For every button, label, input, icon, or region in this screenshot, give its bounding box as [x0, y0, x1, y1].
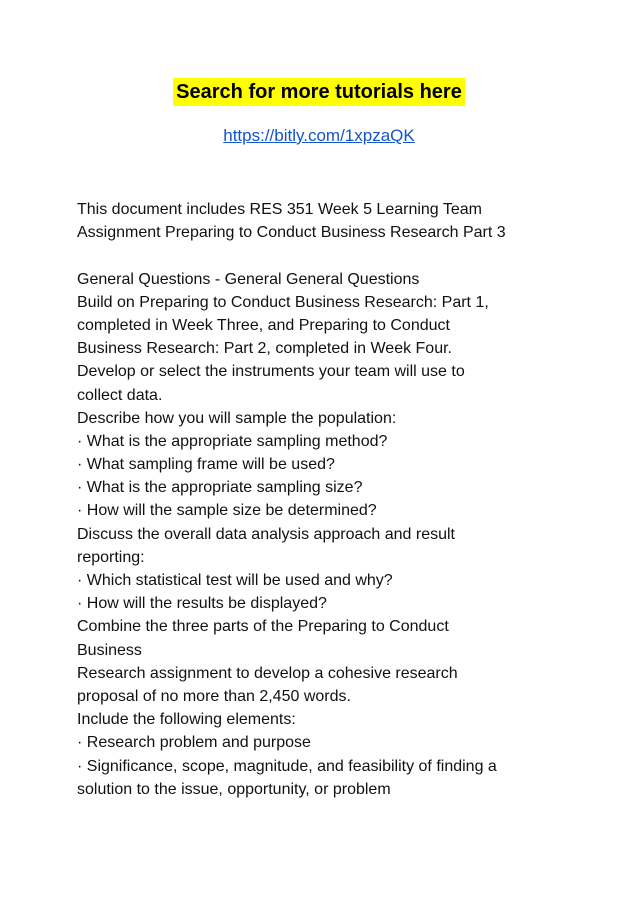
body-line: proposal of no more than 2,450 words.: [77, 687, 351, 705]
paragraph-gap: [77, 244, 577, 267]
bullet-item: · What is the appropriate sampling size?: [77, 479, 363, 497]
bullet-item: · How will the sample size be determined?: [77, 502, 377, 520]
body-line: solution to the issue, opportunity, or problem: [77, 780, 391, 798]
bullet-item: · What is the appropriate sampling method?: [77, 432, 388, 450]
tutorial-link-container: [0, 124, 638, 148]
bullet-item: · What sampling frame will be used?: [77, 456, 335, 474]
body-line: Research assignment to develop a cohesive research: [77, 664, 458, 682]
search-tutorials-headline: Search for more tutorials here: [173, 78, 465, 106]
body-line: Build on Preparing to Conduct Business Research: Part 1,: [77, 293, 489, 311]
tutorial-link[interactable]: https://bitly.com/1xpzaQK: [223, 126, 415, 145]
body-line: collect data.: [77, 386, 163, 404]
body-line: Describe how you will sample the population:: [77, 409, 397, 427]
body-line: Business: [77, 641, 142, 659]
intro-line: This document includes RES 351 Week 5 Learning Team: [77, 201, 482, 218]
body-line: Discuss the overall data analysis approach and result: [77, 525, 455, 543]
body-line: Combine the three parts of the Preparing to Conduct: [77, 618, 449, 636]
body-line: completed in Week Three, and Preparing to Conduct: [77, 316, 450, 334]
document-body: [77, 198, 577, 801]
header: [0, 78, 638, 106]
bullet-item: · How will the results be displayed?: [77, 595, 327, 613]
body-line: reporting:: [77, 548, 145, 566]
bullet-item: · Research problem and purpose: [77, 734, 311, 752]
body-line: Business Research: Part 2, completed in Week Four.: [77, 340, 452, 358]
body-line: Include the following elements:: [77, 711, 296, 729]
body-line: Develop or select the instruments your team will use to: [77, 363, 465, 381]
body-line: General Questions - General General Questions: [77, 270, 420, 288]
bullet-item: · Which statistical test will be used and why?: [77, 572, 393, 589]
bullet-item: · Significance, scope, magnitude, and feasibility of finding a: [77, 757, 497, 775]
intro-line: Assignment Preparing to Conduct Business Research Part 3: [77, 224, 506, 242]
